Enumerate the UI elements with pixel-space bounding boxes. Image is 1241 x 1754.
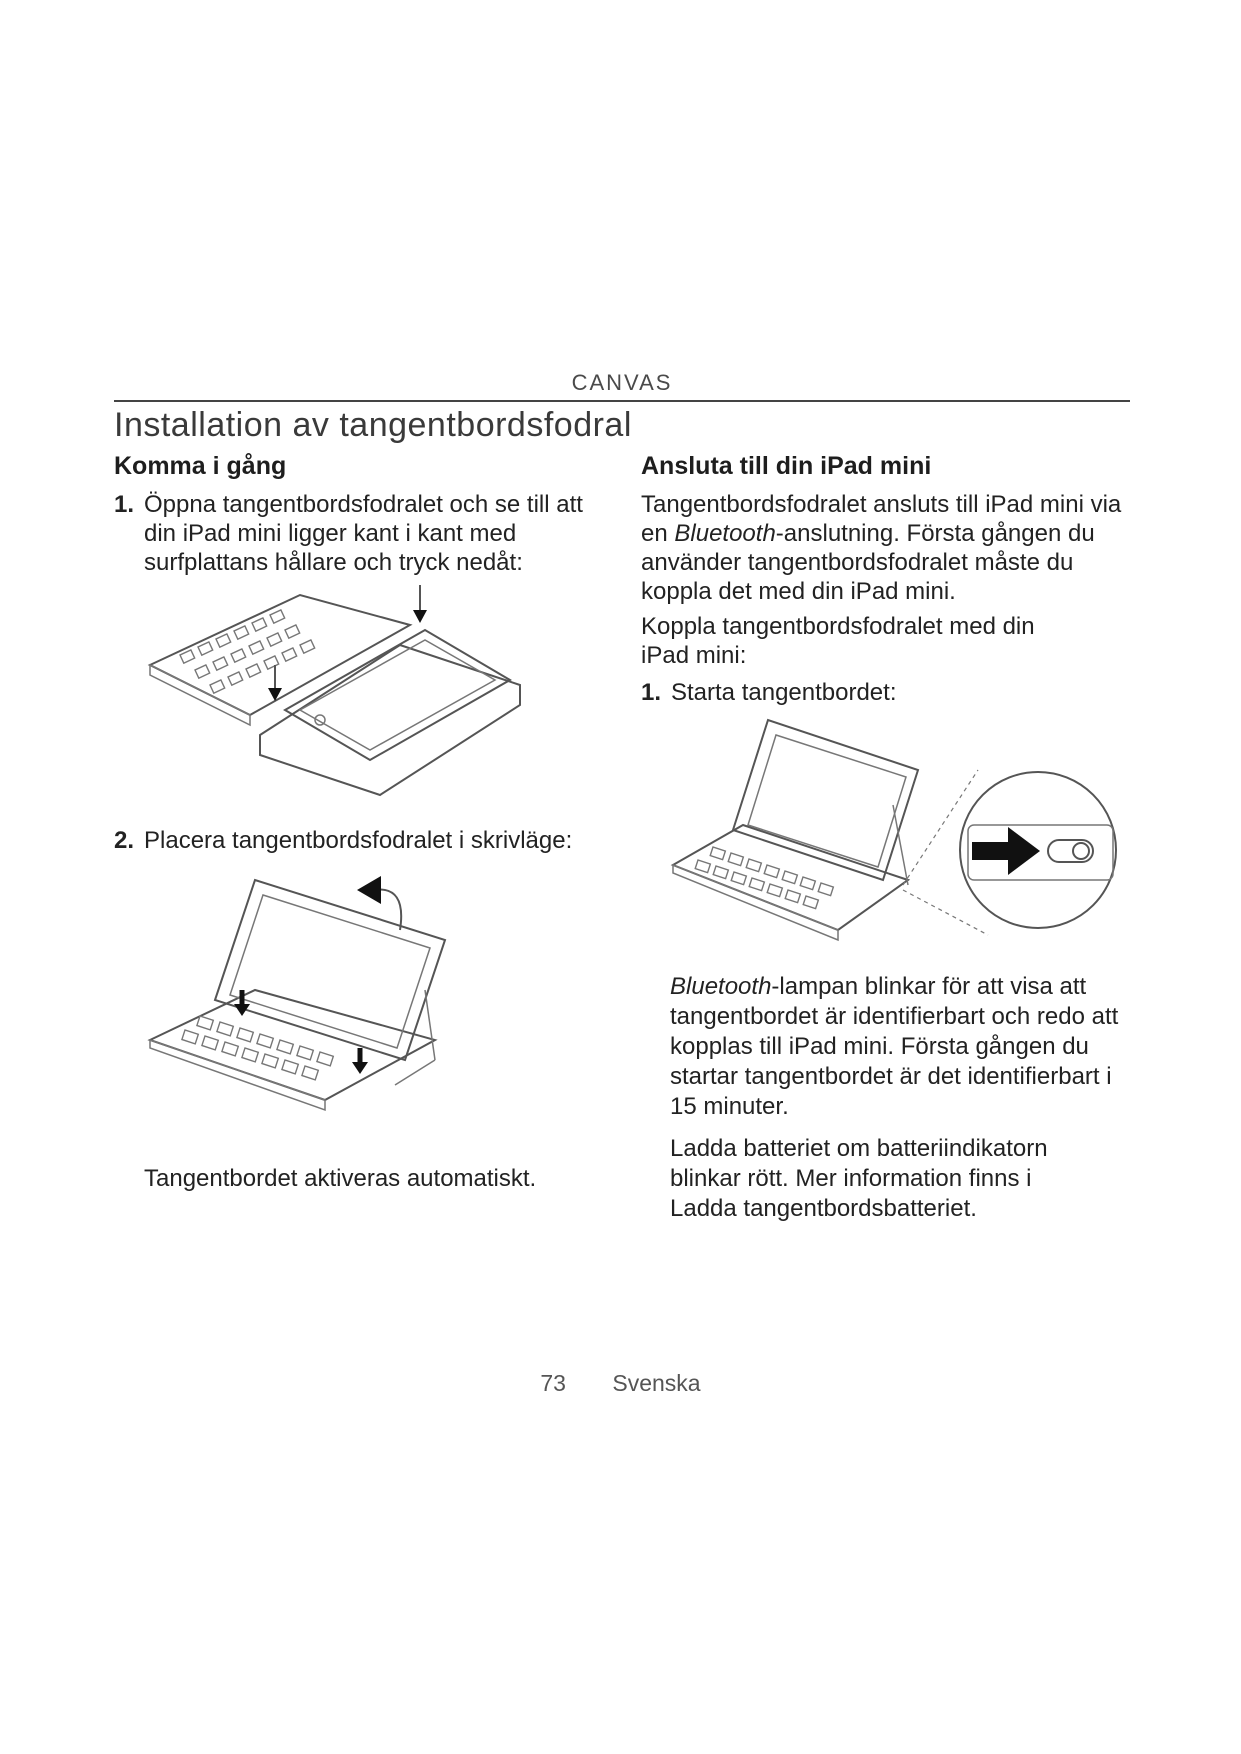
page-number: 73 — [540, 1370, 566, 1396]
step-number: 2. — [114, 827, 135, 854]
header-brand: CANVAS — [571, 370, 673, 395]
page-footer — [0, 1370, 1241, 1397]
typing-position-illustration — [145, 870, 475, 1120]
footer-language: Svenska — [612, 1370, 701, 1396]
insert-tablet-illustration — [140, 585, 540, 815]
header-divider — [114, 400, 1130, 402]
step-number: 1. — [641, 679, 662, 706]
heading-connect: Ansluta till din iPad mini — [641, 452, 932, 480]
heading-getting-started: Komma i gång — [114, 452, 287, 480]
left-note: Tangentbordet aktiveras automatiskt. — [144, 1165, 537, 1192]
right-paragraph-1: Tangentbordsfodralet ansluts till iPad mini via en Bluetooth-anslutning. Första gången du använder tangentbordsfodralet måste du koppla det med din iPad mini. — [641, 491, 1122, 605]
step-text: Öppna tangentbordsfodralet och se till att din iPad mini ligger kant i kant med surfplattans hållare och tryck nedåt: — [144, 491, 583, 576]
page-title: Installation av tangentbordsfodral — [114, 406, 632, 444]
right-paragraph-3: Bluetooth-lampan blinkar för att visa att tangentbordet är identifierbart och redo att kopplas till iPad mini. Första gången du startar tangentbordet är det identifierbart i 15 minuter. — [670, 973, 1119, 1120]
right-paragraph-2: Koppla tangentbordsfodralet med din iPad mini: — [641, 613, 1035, 669]
right-step-1 — [641, 678, 1041, 707]
step-text: Starta tangentbordet: — [671, 679, 897, 706]
power-on-illustration — [668, 715, 1118, 965]
right-paragraph-4: Ladda batteriet om batteriindikatorn blinkar rött. Mer information finns i Ladda tangentbordsbatteriet. — [670, 1135, 1048, 1222]
left-step-1 — [114, 490, 594, 577]
step-number: 1. — [114, 491, 135, 518]
step-text: Placera tangentbordsfodralet i skrivläge: — [144, 827, 573, 854]
left-step-2 — [114, 826, 614, 855]
